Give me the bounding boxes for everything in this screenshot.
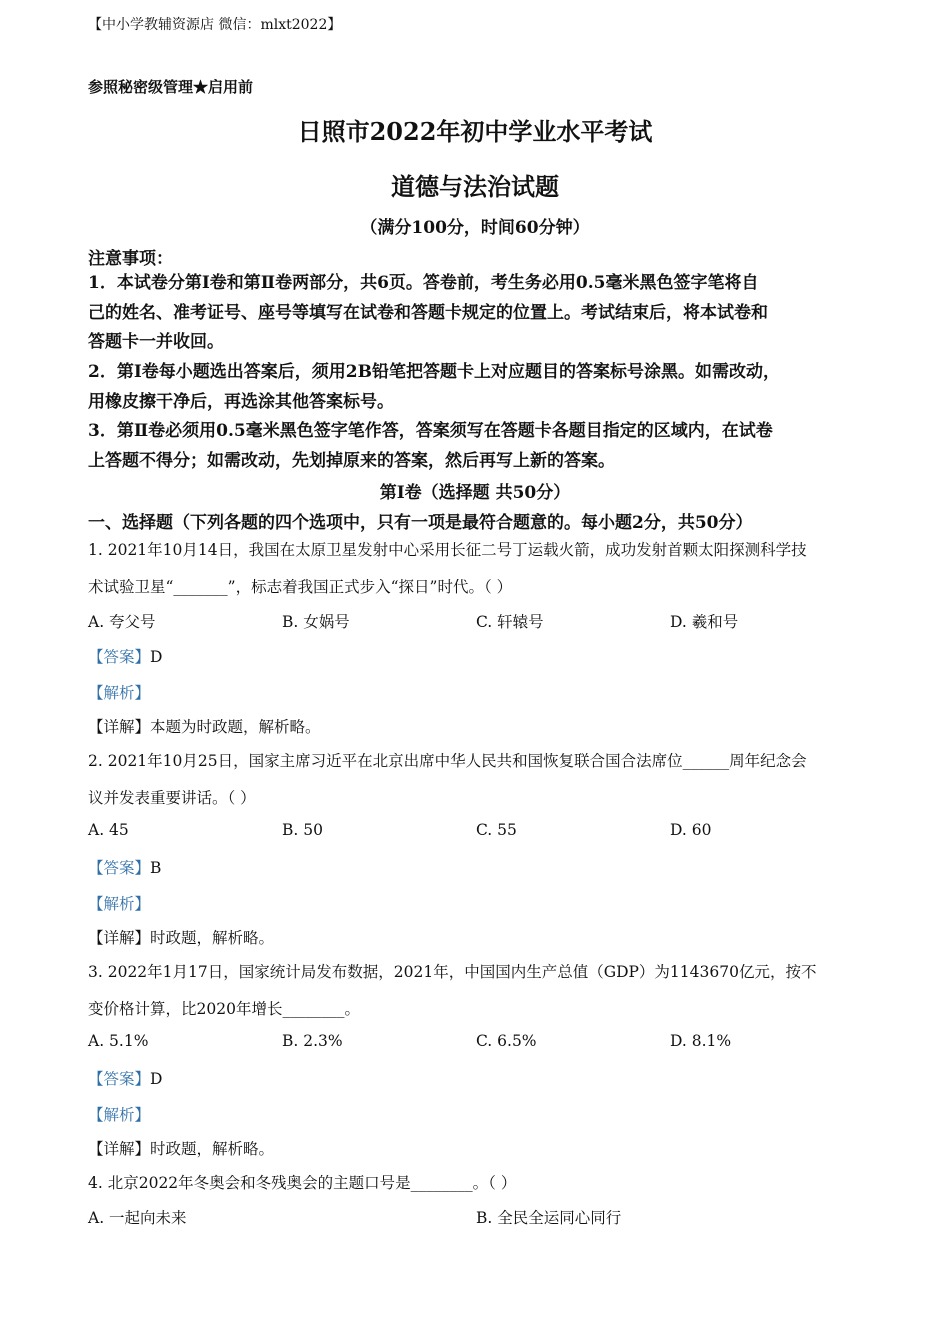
note-line: 2．第Ⅰ卷每小题选出答案后，须用2B铅笔把答题卡上对应题目的答案标号涂黑。如需改动， <box>88 362 780 382</box>
note-line: 1．本试卷分第Ⅰ卷和第Ⅱ卷两部分，共6页。答卷前，考生务必用0.5毫米黑色签字笔将自 <box>88 273 759 293</box>
secret-label: 参照秘密级管理★启用前 <box>88 78 254 96</box>
analysis-tag: 【解析】 <box>88 895 151 913</box>
question-line: 4. 北京2022年冬奥会和冬残奥会的主题口号是________。（ ） <box>88 1174 517 1192</box>
answer-value: D <box>150 648 163 666</box>
option: D. 8.1% <box>670 1032 732 1050</box>
question-line: 术试验卫星“_______”，标志着我国正式步入“探日”时代。（ ） <box>88 578 513 596</box>
answer-tag: 【答案】 <box>88 648 151 666</box>
page-subtitle: 道德与法治试题 <box>391 172 559 201</box>
note-line: 答题卡一并收回。 <box>88 332 224 352</box>
answer-line <box>88 1067 162 1089</box>
option: B. 2.3% <box>282 1032 343 1050</box>
detail-line: 【详解】时政题，解析略。 <box>88 929 275 947</box>
option: B. 女娲号 <box>282 613 350 631</box>
note-item <box>88 417 868 476</box>
answer-line <box>88 645 162 667</box>
note-item <box>88 269 868 358</box>
question-line: 2. 2021年10月25日，国家主席习近平在北京出席中华人民共和国恢复联合国合法席位______周年纪念会 <box>88 752 807 770</box>
note-line: 3．第Ⅱ卷必须用0.5毫米黑色签字笔作答，答案须写在答题卡各题目指定的区域内，在试卷 <box>88 421 773 441</box>
option: D. 60 <box>670 821 712 839</box>
note-line: 上答题不得分；如需改动，先划掉原来的答案，然后再写上新的答案。 <box>88 450 615 471</box>
detail-line: 【详解】本题为时政题，解析略。 <box>88 718 321 736</box>
answer-tag: 【答案】 <box>88 1070 151 1088</box>
analysis-tag: 【解析】 <box>88 1106 151 1124</box>
option: D. 羲和号 <box>670 613 739 631</box>
answer-tag: 【答案】 <box>88 859 151 877</box>
question-line: 议并发表重要讲话。（ ） <box>88 789 256 807</box>
option: C. 55 <box>476 821 517 839</box>
answer-value: D <box>150 1070 163 1088</box>
page-header: 【中小学教辅资源店 微信：mlxt2022】 <box>88 17 342 33</box>
part-title: 第Ⅰ卷（选择题 共50分） <box>379 483 571 503</box>
page-title: 日照市2022年初中学业水平考试 <box>297 117 653 146</box>
note-line: 己的姓名、准考证号、座号等填写在试卷和答题卡规定的位置上。考试结束后，将本试卷和 <box>88 302 768 323</box>
option: A. 一起向未来 <box>88 1209 187 1227</box>
option: A. 夸父号 <box>88 613 156 631</box>
note-line: 用橡皮擦干净后，再选涂其他答案标号。 <box>88 391 394 412</box>
exam-meta: （满分100分，时间60分钟） <box>360 218 590 238</box>
question-line: 3. 2022年1月17日，国家统计局发布数据，2021年，中国国内生产总值（GDP）为1143670亿元，按不 <box>88 963 817 981</box>
question-line: 1. 2021年10月14日，我国在太原卫星发射中心采用长征二号丁运载火箭，成功发射首颗太阳探测科学技 <box>88 541 807 559</box>
option: C. 轩辕号 <box>476 613 544 631</box>
detail-line: 【详解】时政题，解析略。 <box>88 1140 275 1158</box>
note-item <box>88 358 868 417</box>
section-title: 一、选择题（下列各题的四个选项中，只有一项是最符合题意的。每小题2分，共50分） <box>88 513 753 533</box>
option: A. 5.1% <box>88 1032 149 1050</box>
option: C. 6.5% <box>476 1032 537 1050</box>
analysis-tag: 【解析】 <box>88 684 151 702</box>
question-line: 变价格计算，比2020年增长________。 <box>88 1000 360 1018</box>
answer-line <box>88 856 161 878</box>
option: B. 50 <box>282 821 323 839</box>
notes-heading: 注意事项： <box>88 249 173 269</box>
option: A. 45 <box>88 821 129 839</box>
option: B. 全民全运同心同行 <box>476 1209 622 1227</box>
answer-value: B <box>150 859 162 877</box>
